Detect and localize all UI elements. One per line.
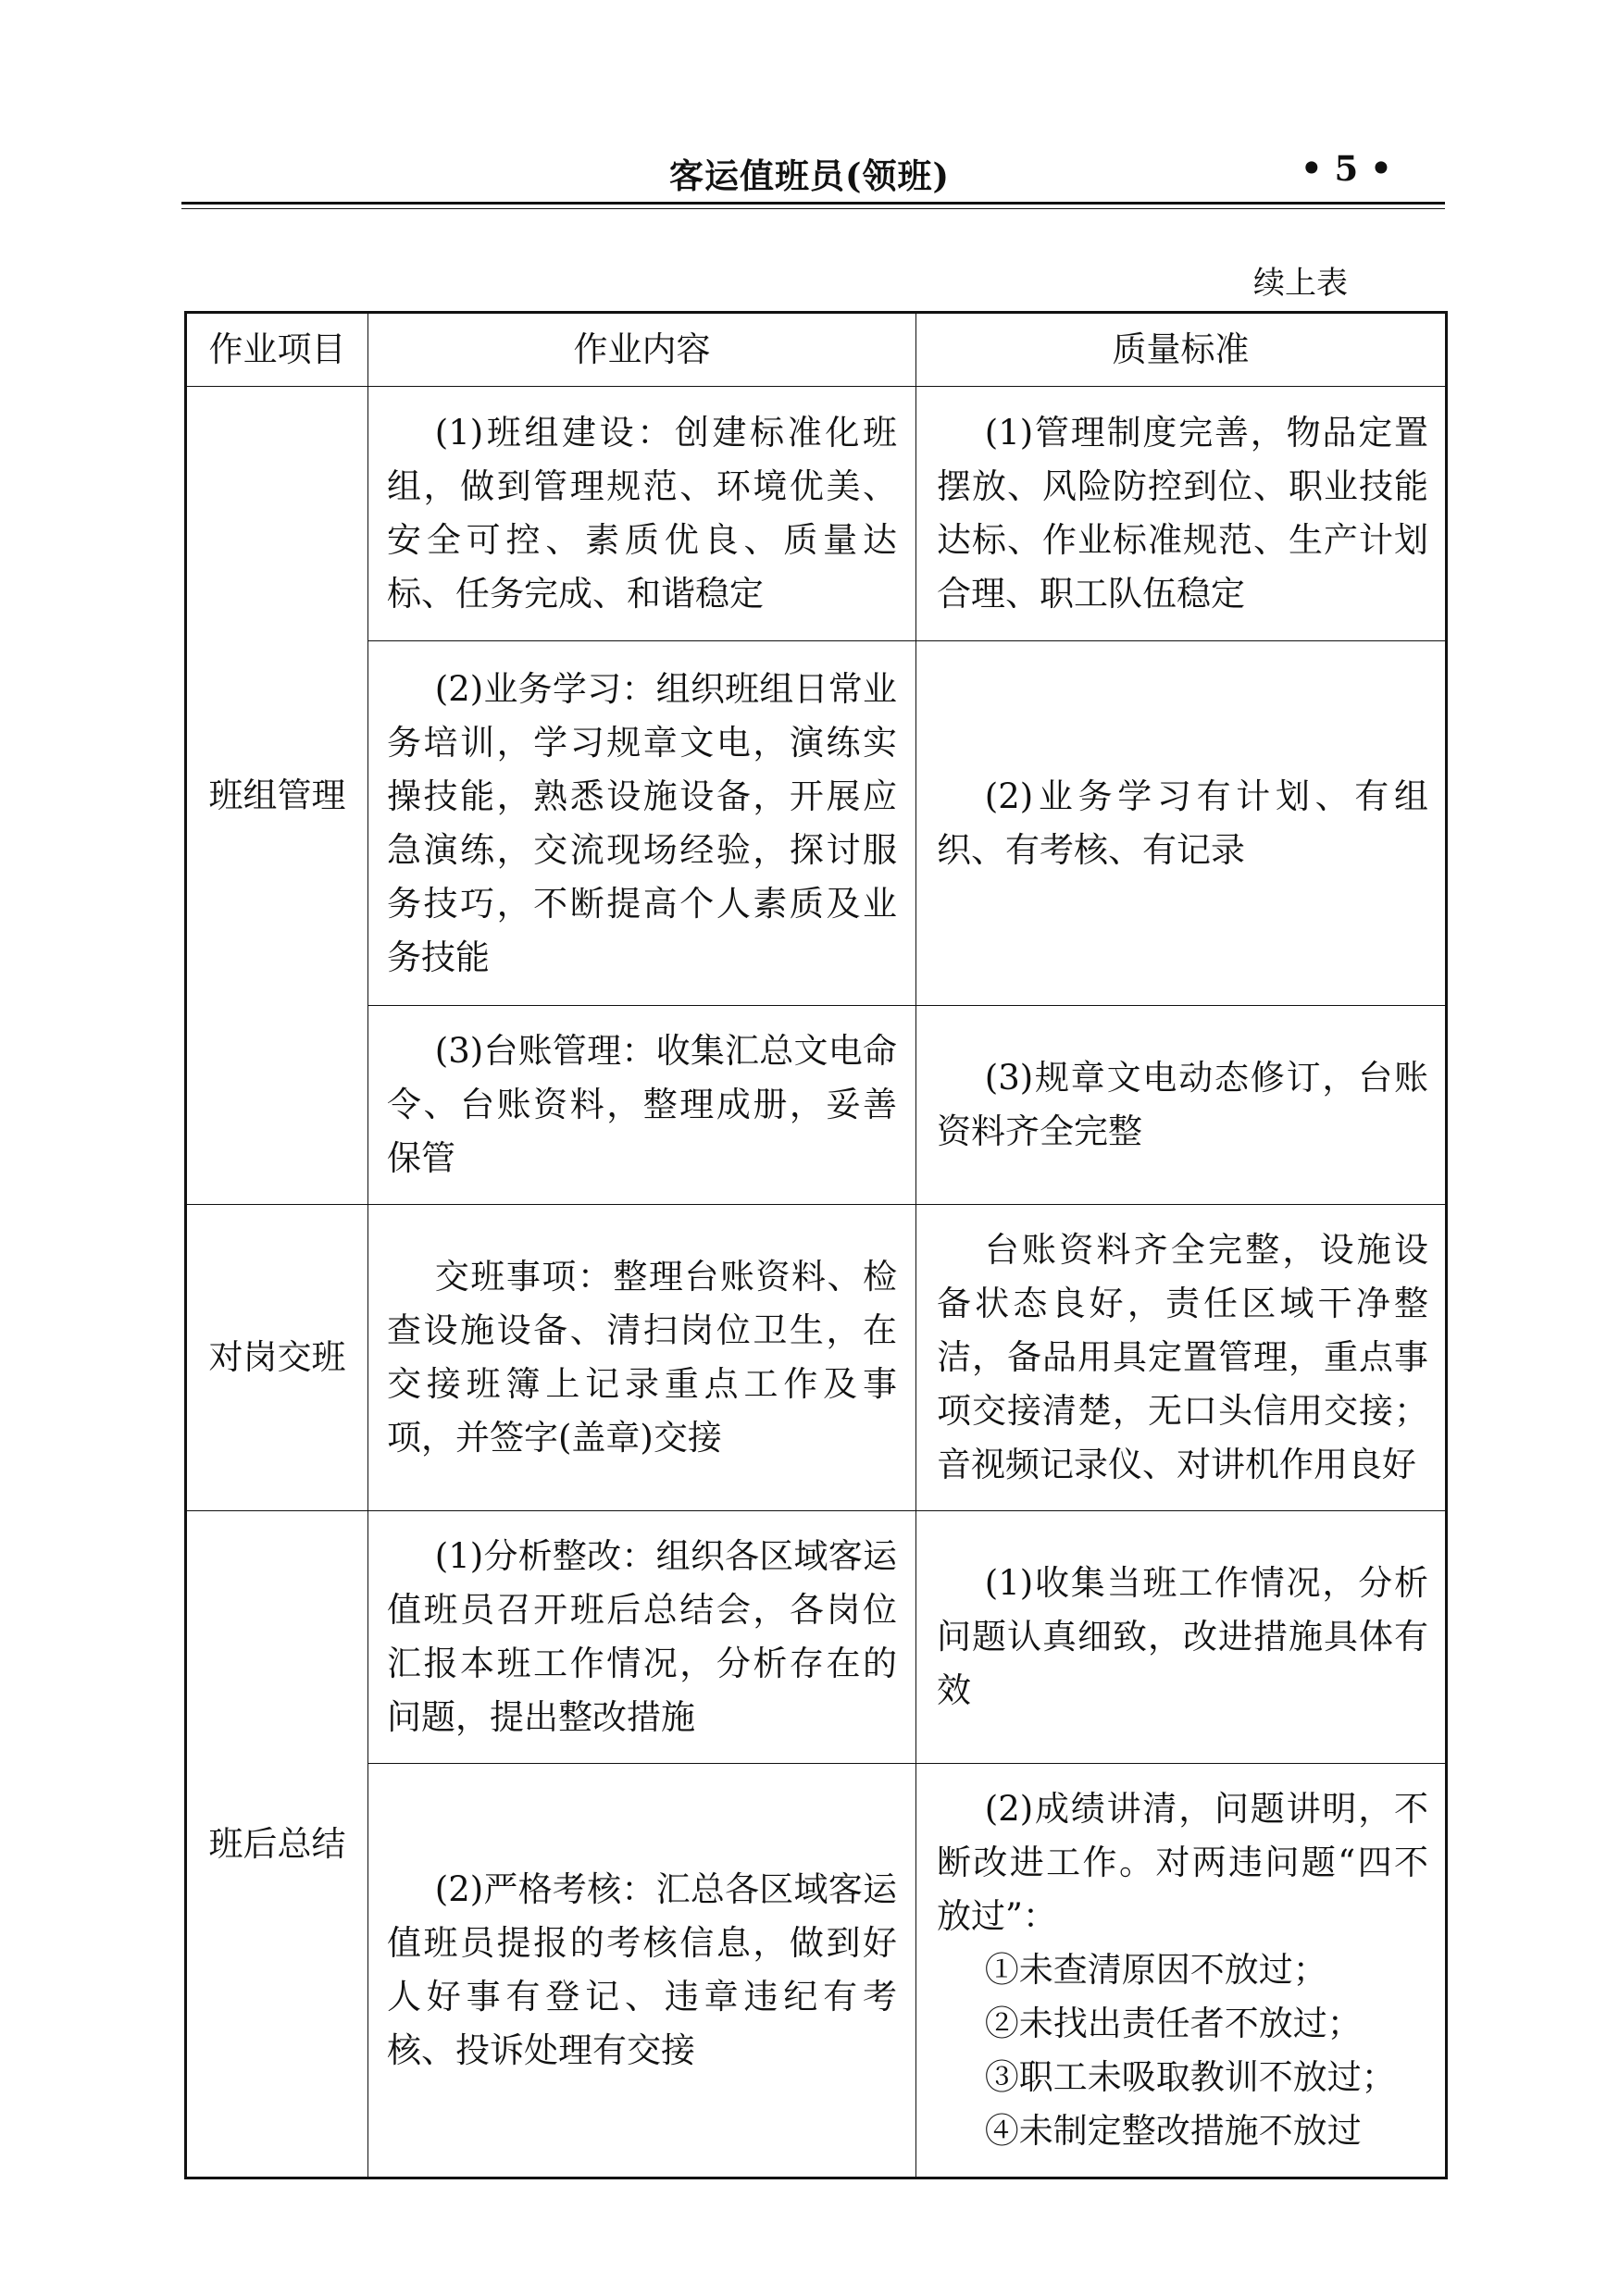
page-number: • 5 • <box>1301 148 1392 189</box>
work-content-cell: (1)班组建设：创建标准化班组，做到管理规范、环境优美、安全可控、素质优良、质量达标、任务完成、和谐稳定 <box>368 387 916 641</box>
header-rule-thin <box>181 208 1445 209</box>
column-header-content: 作业内容 <box>368 313 916 387</box>
work-item-post-shift-summary: 班后总结 <box>186 1511 368 2178</box>
quality-standard-cell: 台账资料齐全完整，设施设备状态良好，责任区域干净整洁，备品用具定置管理，重点事项交接清楚，无口头信用交接；音视频记录仪、对讲机作用良好 <box>916 1205 1447 1511</box>
work-item-team-management: 班组管理 <box>186 387 368 1205</box>
table-row <box>186 1006 1447 1205</box>
page-header-title: 客运值班员(领班) <box>668 155 950 196</box>
four-nots-item-3: ③职工未吸取教训不放过； <box>984 2057 1396 2097</box>
column-header-item: 作业项目 <box>186 313 368 387</box>
work-content-cell: (2)业务学习：组织班组日常业务培训，学习规章文电，演练实操技能，熟悉设施设备，开展应急演练，交流现场经验，探讨服务技巧，不断提高个人素质及业务技能 <box>368 641 916 1006</box>
four-nots-item-2: ②未找出责任者不放过； <box>984 2004 1362 2043</box>
work-content-cell: (3)台账管理：收集汇总文电命令、台账资料，整理成册，妥善保管 <box>368 1006 916 1205</box>
four-nots-item-1: ①未查清原因不放过； <box>984 1950 1327 1990</box>
table-row <box>186 387 1447 641</box>
table-header-row <box>186 313 1447 387</box>
four-nots-item-4: ④未制定整改措施不放过 <box>984 2111 1362 2151</box>
table-row <box>186 1764 1447 2178</box>
quality-standard-cell: (3)规章文电动态修订，台账资料齐全完整 <box>916 1006 1447 1205</box>
column-header-standard: 质量标准 <box>916 313 1447 387</box>
work-item-shift-handover: 对岗交班 <box>186 1205 368 1511</box>
quality-standard-cell: (1)收集当班工作情况，分析问题认真细致，改进措施具体有效 <box>916 1511 1447 1764</box>
table-row <box>186 1511 1447 1764</box>
table-row <box>186 1205 1447 1511</box>
four-nots-intro: (2)成绩讲清，问题讲明，不断改进工作。对两违问题“四不放过”： <box>937 1789 1428 1936</box>
work-content-cell: (2)严格考核：汇总各区域客运值班员提报的考核信息，做到好人好事有登记、违章违纪有考核、投诉处理有交接 <box>368 1764 916 2178</box>
table-row <box>186 641 1447 1006</box>
work-content-cell: 交班事项：整理台账资料、检查设施设备、清扫岗位卫生，在交接班簿上记录重点工作及事项，并签字(盖章)交接 <box>368 1205 916 1511</box>
work-standard-table <box>184 311 1448 2179</box>
quality-standard-cell: (1)管理制度完善，物品定置摆放、风险防控到位、职业技能达标、作业标准规范、生产计划合理、职工队伍稳定 <box>916 387 1447 641</box>
header-rule-thick <box>181 202 1445 205</box>
quality-standard-cell-four-nots <box>916 1764 1447 2178</box>
continued-label: 续上表 <box>1253 265 1348 302</box>
quality-standard-cell: (2)业务学习有计划、有组织、有考核、有记录 <box>916 641 1447 1006</box>
work-content-cell: (1)分析整改：组织各区域客运值班员召开班后总结会，各岗位汇报本班工作情况，分析存在的问题，提出整改措施 <box>368 1511 916 1764</box>
